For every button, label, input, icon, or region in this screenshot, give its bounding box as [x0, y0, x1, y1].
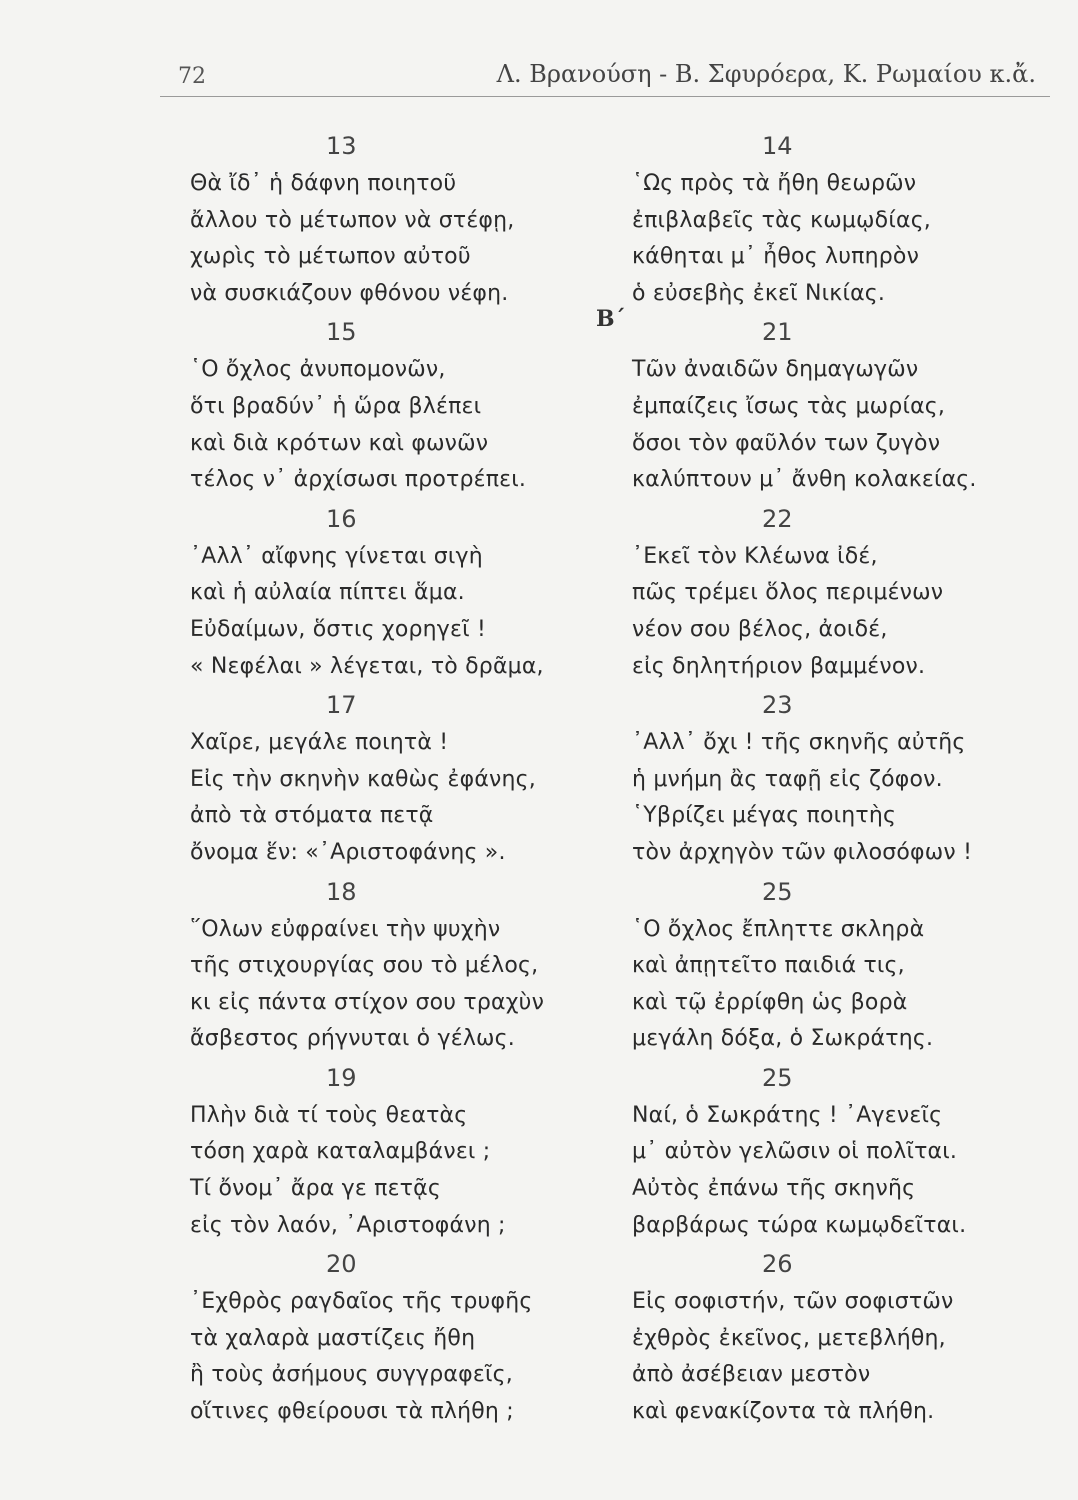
verse-line: καὶ διὰ κρότων καὶ φωνῶν: [190, 430, 489, 456]
verse-line: Εἰς σοφιστήν, τῶν σοφιστῶν: [632, 1289, 954, 1315]
stanza-number: 14: [762, 132, 793, 160]
stanza: [632, 499, 1052, 685]
verse-line: τὸν ἀρχηγὸν τῶν φιλοσόφων !: [632, 839, 973, 865]
stanza-number: 16: [326, 504, 357, 533]
verse-line: ᾽Αλλ᾽ αἴφνης γίνεται σιγὴ: [190, 543, 483, 569]
page-number: 72: [178, 64, 206, 89]
verse-line: Αὐτὸς ἐπάνω τῆς σκηνῆς: [632, 1176, 916, 1202]
verse-line: καὶ τῷ ἐρρίφθη ὡς βορὰ: [632, 989, 908, 1015]
stanza: [632, 126, 1052, 312]
stanza-number: 19: [326, 1063, 357, 1092]
verse-line: ἀπὸ ἀσέβειαν μεστὸν: [632, 1362, 871, 1388]
stanza-number: 18: [326, 877, 357, 906]
verse-line: οἵτινες φθείρουσι τὰ πλήθη ;: [190, 1399, 514, 1425]
verse-line: ᾽Εκεῖ τὸν Κλέωνα ἰδέ,: [632, 543, 878, 569]
stanza: [190, 1058, 590, 1244]
right-column: [632, 126, 1052, 1431]
verse-line: βαρβάρως τώρα κωμῳδεῖται.: [632, 1212, 967, 1238]
verse-line: Χαῖρε, μεγάλε ποιητὰ !: [190, 730, 449, 756]
verse-line: ᾽Εχθρὸς ραγδαῖος τῆς τρυφῆς: [190, 1289, 533, 1315]
verse-line: καὶ ἀπῃτεῖτο παιδιά τις,: [632, 953, 905, 979]
verse-line: ὁ εὐσεβὴς ἐκεῖ Νικίας.: [632, 280, 886, 306]
verse-line: Εἰς τὴν σκηνὴν καθὼς ἐφάνης,: [190, 766, 536, 792]
verse-line: τόση χαρὰ καταλαμβάνει ;: [190, 1139, 491, 1165]
verse-line: ἡ μνήμη ἂς ταφῇ εἰς ζόφον.: [632, 766, 943, 792]
verse-line: ὅσοι τὸν φαῦλόν των ζυγὸν: [632, 430, 941, 456]
stanza-number: 23: [762, 691, 793, 720]
verse-line: νέον σου βέλος, ἀοιδέ,: [632, 616, 888, 642]
verse-line: ἄλλου τὸ μέτωπον νὰ στέφῃ,: [190, 207, 515, 233]
verse-line: μεγάλη δόξα, ὁ Σωκράτης.: [632, 1026, 934, 1052]
section-mark: Β΄: [596, 306, 626, 332]
verse-line: χωρὶς τὸ μέτωπον αὐτοῦ: [190, 244, 471, 270]
verse-line: ἐπιβλαβεῖς τὰς κωμῳδίας,: [632, 207, 931, 233]
verse-line: « Νεφέλαι » λέγεται, τὸ δρᾶμα,: [190, 653, 544, 679]
stanza-number: 15: [326, 318, 357, 347]
stanza: [190, 126, 590, 312]
stanza-number: 25: [762, 877, 793, 906]
verse-line: Τί ὄνομ᾽ ἄρα γε πετᾷς: [190, 1176, 441, 1202]
stanza: [632, 685, 1052, 871]
stanza-number: 26: [762, 1250, 793, 1279]
verse-line: ἀπὸ τὰ στόματα πετᾷ: [190, 803, 434, 829]
verse-line: ῾Υβρίζει μέγας ποιητὴς: [632, 803, 897, 829]
verse-line: καὶ φενακίζοντα τὰ πλήθη.: [632, 1399, 935, 1425]
verse-line: καὶ ἡ αὐλαία πίπτει ἅμα.: [190, 580, 465, 606]
stanza-number: 22: [762, 504, 793, 533]
verse-line: ἢ τοὺς ἀσήμους συγγραφεῖς,: [190, 1362, 513, 1388]
verse-line: Θὰ ἴδ᾽ ἡ δάφνη ποιητοῦ: [190, 171, 457, 196]
verse-line: ῞Ολων εὐφραίνει τὴν ψυχὴν: [190, 916, 501, 942]
stanza: [190, 312, 590, 498]
running-head: Λ. Βρανούση - Β. Σφυρόερα, Κ. Ρωμαίου κ.ἄ.: [496, 60, 1036, 88]
verse-line: τὰ χαλαρὰ μαστίζεις ἤθη: [190, 1325, 476, 1351]
verse-line: ἐχθρὸς ἐκεῖνος, μετεβλήθη,: [632, 1325, 946, 1351]
left-column: [190, 126, 590, 1431]
verse-line: κάθηται μ᾽ ἦθος λυπηρὸν: [632, 244, 920, 270]
verse-line: ἄσβεστος ρήγνυται ὁ γέλως.: [190, 1026, 515, 1052]
stanza-number: 20: [326, 1250, 357, 1279]
stanza: [190, 872, 590, 1058]
verse-line: τῆς στιχουργίας σου τὸ μέλος,: [190, 953, 539, 979]
verse-line: Τῶν ἀναιδῶν δημαγωγῶν: [632, 357, 919, 383]
stanza-number: 25: [762, 1063, 793, 1092]
verse-line: πῶς τρέμει ὅλος περιμένων: [632, 580, 944, 606]
stanza: [632, 312, 1052, 498]
stanza: [190, 1244, 590, 1430]
verse-line: ἐμπαίζεις ἴσως τὰς μωρίας,: [632, 393, 946, 419]
verse-line: ῾Ο ὄχλος ἀνυπομονῶν,: [190, 357, 446, 383]
verse-line: Εὐδαίμων, ὅστις χορηγεῖ !: [190, 616, 486, 642]
verse-line: Ναί, ὁ Σωκράτης ! ᾽Αγενεῖς: [632, 1102, 943, 1128]
verse-line: καλύπτουν μ᾽ ἄνθη κολακείας.: [632, 467, 977, 493]
stanza-number: 17: [326, 691, 357, 720]
verse-line: ὅτι βραδύν᾽ ἡ ὥρα βλέπει: [190, 393, 482, 419]
verse-line: ὄνομα ἕν: «᾽Αριστοφάνης ».: [190, 839, 506, 865]
verse-line: Πλὴν διὰ τί τοὺς θεατὰς: [190, 1102, 468, 1128]
stanza-number: 13: [326, 132, 357, 160]
verse-line: ῾Ως πρὸς τὰ ἤθη θεωρῶν: [632, 171, 917, 196]
stanza: [632, 872, 1052, 1058]
verse-line: εἰς δηλητήριον βαμμένον.: [632, 653, 926, 679]
verse-line: μ᾽ αὐτὸν γελῶσιν οἱ πολῖται.: [632, 1139, 958, 1165]
verse-line: τέλος ν᾽ ἀρχίσωσι προτρέπει.: [190, 467, 527, 493]
stanza: [632, 1058, 1052, 1244]
verse-line: ᾽Αλλ᾽ ὄχι ! τῆς σκηνῆς αὐτῆς: [632, 730, 966, 756]
header-rule: [160, 96, 1050, 97]
verse-line: κι εἰς πάντα στίχον σου τραχὺν: [190, 989, 545, 1015]
verse-line: ῾Ο ὄχλος ἔπληττε σκληρὰ: [632, 916, 925, 942]
verse-line: νὰ συσκιάζουν φθόνου νέφη.: [190, 280, 509, 306]
stanza: [632, 1244, 1052, 1430]
stanza: [190, 685, 590, 871]
stanza-number: 21: [762, 318, 793, 347]
stanza: [190, 499, 590, 685]
verse-line: εἰς τὸν λαόν, ᾽Αριστοφάνη ;: [190, 1212, 506, 1238]
